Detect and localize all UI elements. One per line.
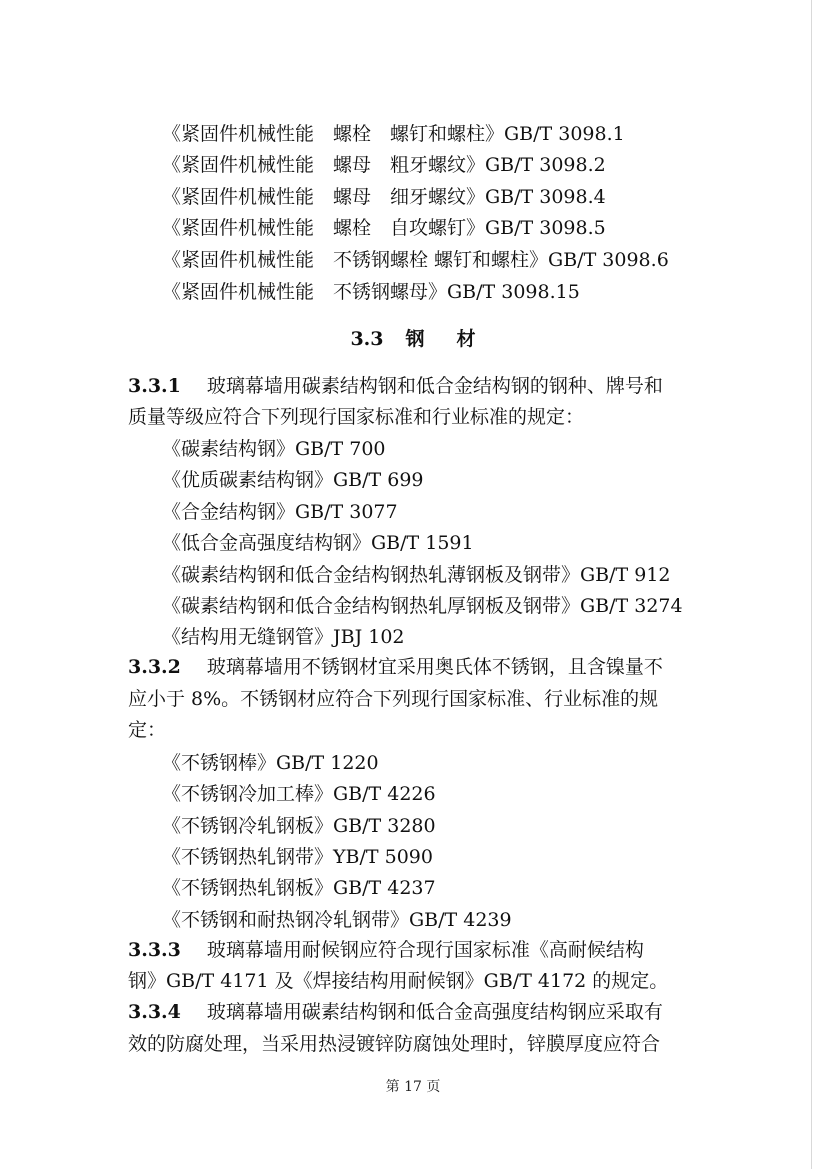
standard-item: 《紧固件机械性能 螺母 粗牙螺纹》GB/T 3098.2 [162,154,606,176]
clause-text-line: 质量等级应符合下列现行国家标准和行业标准的规定： [128,406,585,428]
standard-item: 《不锈钢热轧钢带》YB/T 5090 [162,846,433,868]
standard-item: 《紧固件机械性能 螺栓 自攻螺钉》GB/T 3098.5 [162,217,606,239]
standard-item: 《不锈钢冷轧钢板》GB/T 3280 [162,815,436,837]
standard-item: 《碳素结构钢》GB/T 700 [162,438,386,460]
clause-3-3-3 [128,938,714,962]
clause-text: 玻璃幕墙用碳素结构钢和低合金高强度结构钢应采取有 [206,1001,663,1023]
clause-text-line: 应小于 8%。不锈钢材应符合下列现行国家标准、行业标准的规 [128,688,659,710]
standard-item: 《紧固件机械性能 螺母 细牙螺纹》GB/T 3098.4 [162,186,606,208]
clause-3-3-2 [128,655,714,679]
clause-number: 3.3.3 [128,939,181,961]
page-edge-line [811,0,812,1169]
standard-item: 《优质碳素结构钢》GB/T 699 [162,469,424,491]
standard-item: 《碳素结构钢和低合金结构钢热轧厚钢板及钢带》GB/T 3274 [162,595,683,617]
standard-item: 《紧固件机械性能 不锈钢螺栓 螺钉和螺柱》GB/T 3098.6 [162,249,669,271]
standard-item: 《紧固件机械性能 不锈钢螺母》GB/T 3098.15 [162,281,580,303]
clause-text-line: 效的防腐处理，当采用热浸镀锌防腐蚀处理时，锌膜厚度应符合 [128,1033,661,1055]
standard-item: 《不锈钢和耐热钢冷轧钢带》GB/T 4239 [162,909,512,931]
standard-item: 《碳素结构钢和低合金结构钢热轧薄钢板及钢带》GB/T 912 [162,564,671,586]
clause-number: 3.3.2 [128,656,181,678]
clause-text-line: 定： [128,719,167,741]
clause-3-3-1 [128,374,714,398]
standard-item: 《不锈钢热轧钢板》GB/T 4237 [162,877,436,899]
clause-3-3-4 [128,1000,714,1024]
clause-number: 3.3.4 [128,1001,181,1023]
standard-item: 《结构用无缝钢管》JBJ 102 [162,626,405,648]
standard-item: 《紧固件机械性能 螺栓 螺钉和螺柱》GB/T 3098.1 [162,123,625,145]
section-number: 3.3 [350,328,384,350]
standard-item: 《不锈钢冷加工棒》GB/T 4226 [162,783,436,805]
section-title-char-1: 钢 [405,328,425,350]
standard-item: 《低合金高强度结构钢》GB/T 1591 [162,532,474,554]
page-number: 第 17 页 [385,1079,441,1095]
standard-item: 《不锈钢棒》GB/T 1220 [162,752,379,774]
clause-number: 3.3.1 [128,375,181,397]
clause-text-line: 钢》GB/T 4171 及《焊接结构用耐候钢》GB/T 4172 的规定。 [128,970,669,992]
clause-text: 玻璃幕墙用不锈钢材宜采用奥氏体不锈钢，且含镍量不 [206,656,663,678]
clause-text: 玻璃幕墙用耐候钢应符合现行国家标准《高耐候结构 [206,939,644,961]
standard-item: 《合金结构钢》GB/T 3077 [162,501,398,523]
clause-text: 玻璃幕墙用碳素结构钢和低合金结构钢的钢种、牌号和 [206,375,663,397]
section-title-char-2: 材 [456,328,476,350]
section-heading [0,327,826,351]
